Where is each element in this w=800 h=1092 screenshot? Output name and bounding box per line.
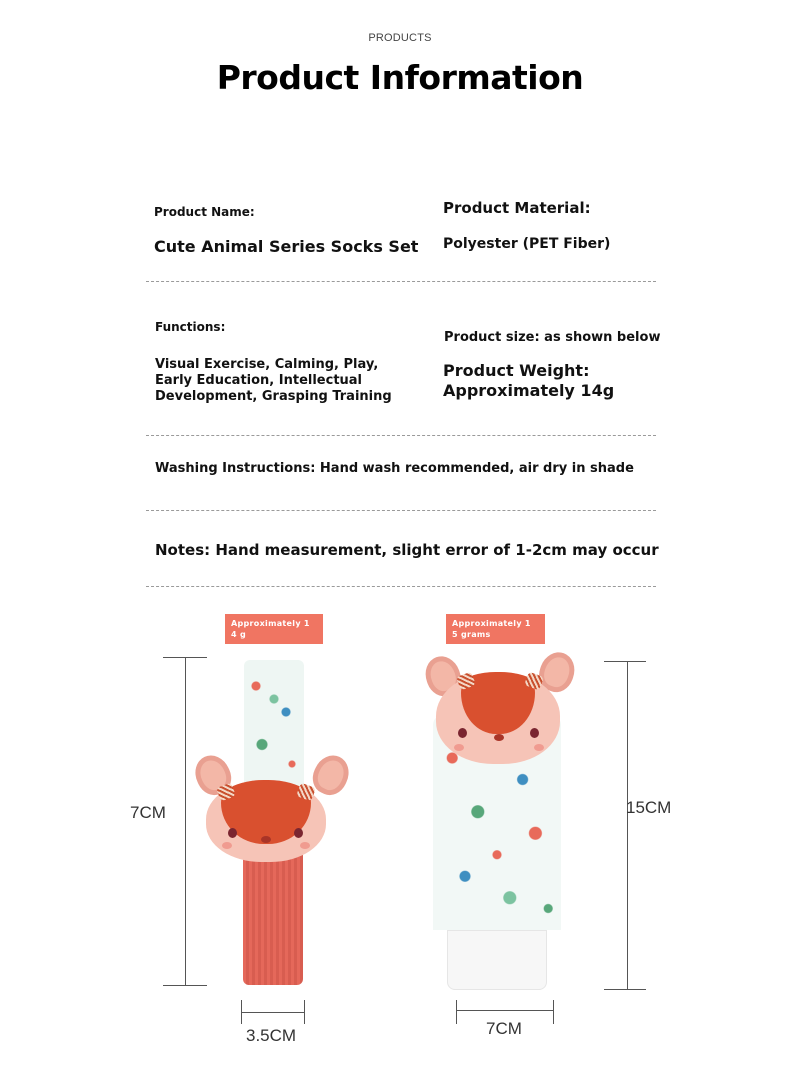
- height-label-sock: 15CM: [626, 798, 672, 817]
- sock-cuff: [447, 930, 547, 990]
- weight-value: Approximately 14g: [443, 381, 615, 400]
- material-value: Polyester (PET Fiber): [443, 236, 611, 252]
- material-label: Product Material:: [443, 199, 591, 217]
- product-name-label: Product Name:: [154, 205, 255, 219]
- dimension-tick: [604, 989, 646, 990]
- height-dimension-line: [627, 661, 628, 989]
- section-kicker: PRODUCTS: [368, 32, 432, 44]
- product-size-text: Product size: as shown below: [444, 330, 661, 345]
- floral-strap: [244, 660, 304, 790]
- dimension-tick: [456, 1000, 457, 1024]
- dimension-tick: [163, 985, 207, 986]
- height-dimension-line: [185, 657, 186, 985]
- functions-value: Visual Exercise, Calming, Play, Early Education, Intellectual Development, Grasping Training: [155, 357, 392, 404]
- functions-label: Functions:: [155, 320, 226, 334]
- divider: [146, 435, 656, 436]
- knit-strap: [243, 850, 303, 985]
- notes: Notes: Hand measurement, slight error of 1-2cm may occur: [155, 541, 659, 559]
- divider: [146, 281, 656, 282]
- product-name-value: Cute Animal Series Socks Set: [154, 237, 419, 256]
- width-dimension-line: [241, 1012, 304, 1013]
- height-label-wrist: 7CM: [130, 803, 166, 822]
- weight-badge-sock: Approximately 1 5 grams: [446, 614, 545, 644]
- divider: [146, 586, 656, 587]
- washing-instructions: Washing Instructions: Hand wash recommended, air dry in shade: [155, 461, 634, 476]
- weight-badge-wrist: Approximately 1 4 g: [225, 614, 323, 644]
- width-label-wrist: 3.5CM: [246, 1026, 297, 1045]
- divider: [146, 510, 656, 511]
- page-title: Product Information: [216, 58, 584, 97]
- width-dimension-line: [456, 1010, 553, 1011]
- weight-label: Product Weight:: [443, 361, 590, 380]
- dimension-tick: [604, 661, 646, 662]
- dimension-tick: [304, 1000, 305, 1024]
- dimension-tick: [553, 1000, 554, 1024]
- width-label-sock: 7CM: [486, 1019, 522, 1038]
